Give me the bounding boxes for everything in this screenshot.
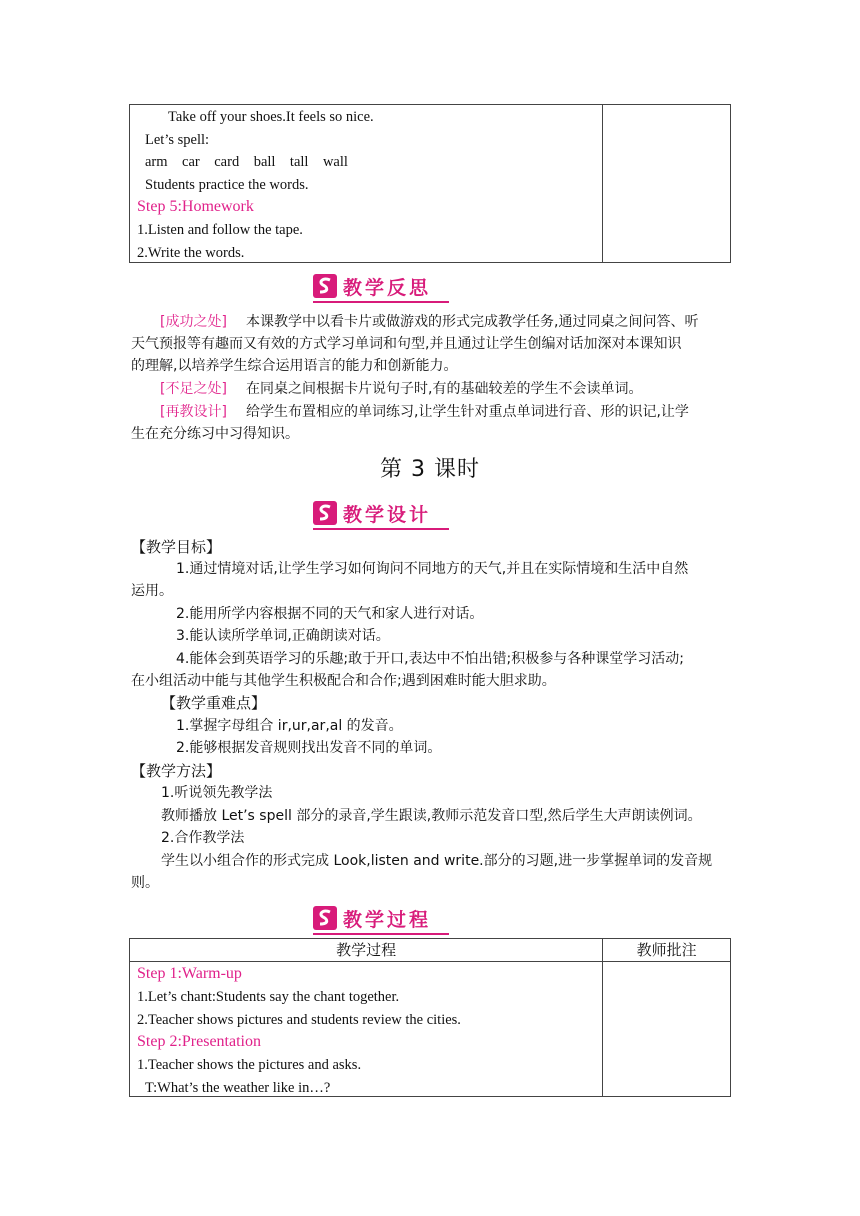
key-heading: 【教学重难点】 <box>161 694 267 712</box>
success-text: 天气预报等有趣而又有效的方式学习单词和句型,并且通过让学生创编对话加深对本课知识 <box>131 336 682 352</box>
text-line: Students practice the words. <box>145 177 309 193</box>
design-banner <box>313 500 453 528</box>
redesign-text: 给学生布置相应的单词练习,让学生针对重点单词进行音、形的识记,让学 <box>246 404 689 420</box>
method-line: 则。 <box>131 875 159 891</box>
key-line: 1.掌握字母组合 ir,ur,ar,al 的发音。 <box>176 718 403 734</box>
method-line: 教师播放 Let’s spell 部分的录音,学生跟读,教师示范发音口型,然后学生大声朗读例词。 <box>161 808 702 824</box>
lesson-title: 第 3 课时 <box>380 457 480 482</box>
redesign-label: [再教设计] <box>160 404 227 420</box>
success-label: [成功之处] <box>160 314 227 330</box>
method-line: 2.合作教学法 <box>161 830 245 846</box>
goal-line: 在小组活动中能与其他学生积极配合和合作;遇到困难时能大胆求助。 <box>131 673 556 689</box>
goal-line: 2.能用所学内容根据不同的天气和家人进行对话。 <box>176 606 484 622</box>
section-logo-icon <box>313 274 337 298</box>
notes-cell <box>603 105 731 263</box>
header-process <box>130 939 603 962</box>
banner-title: 教学过程 <box>343 909 432 931</box>
step-item: T:What’s the weather like in…? <box>145 1080 331 1096</box>
step-item: 1.Let’s chant:Students say the chant together. <box>137 989 400 1005</box>
notes-cell <box>603 962 731 1097</box>
banner-title: 教学反思 <box>343 277 432 299</box>
success-text: 本课教学中以看卡片或做游戏的形式完成教学任务,通过同桌之间问答、听 <box>246 314 699 330</box>
method-line: 学生以小组合作的形式完成 Look,listen and write.部分的习题,进一步掌握单词的发音规 <box>161 853 713 869</box>
goal-line: 4.能体会到英语学习的乐趣;敢于开口,表达中不怕出错;积极参与各种课堂学习活动; <box>176 651 684 667</box>
task-line: 2.Write the words. <box>137 245 245 261</box>
banner-title: 教学设计 <box>343 504 432 526</box>
step-heading: Step 5:Homework <box>137 198 254 215</box>
step-item: 2.Teacher shows pictures and students review the cities. <box>137 1012 461 1028</box>
lack-label: [不足之处] <box>160 381 227 397</box>
col-header: 教师批注 <box>636 941 697 959</box>
spelling-words: arm car card ball tall wall <box>145 154 348 170</box>
process-banner <box>313 905 453 933</box>
success-text: 的理解,以培养学生综合运用语言的能力和创新能力。 <box>131 358 458 374</box>
header-notes <box>603 939 731 962</box>
step-heading: Step 2:Presentation <box>137 1033 261 1050</box>
step-heading: Step 1:Warm-up <box>137 965 242 982</box>
goals-heading: 【教学目标】 <box>131 538 222 556</box>
goal-line: 1.通过情境对话,让学生学习如何询问不同地方的天气,并且在实际情境和生活中自然 <box>176 561 689 577</box>
section-logo-icon <box>313 906 337 930</box>
text-line: Let’s spell: <box>145 132 210 148</box>
text-line: Take off your shoes.It feels so nice. <box>168 109 374 125</box>
reflection-banner <box>313 273 453 301</box>
key-line: 2.能够根据发音规则找出发音不同的单词。 <box>176 740 442 756</box>
redesign-text: 生在充分练习中习得知识。 <box>131 426 299 442</box>
task-line: 1.Listen and follow the tape. <box>137 222 303 238</box>
method-line: 1.听说领先教学法 <box>161 785 273 801</box>
goal-line: 运用。 <box>131 583 173 599</box>
goal-line: 3.能认读所学单词,正确朗读对话。 <box>176 628 390 644</box>
col-header: 教学过程 <box>336 941 397 959</box>
step-item: 1.Teacher shows the pictures and asks. <box>137 1057 362 1073</box>
lack-text: 在同桌之间根据卡片说句子时,有的基础较差的学生不会读单词。 <box>246 381 643 397</box>
method-heading: 【教学方法】 <box>131 762 222 780</box>
section-logo-icon <box>313 501 337 525</box>
